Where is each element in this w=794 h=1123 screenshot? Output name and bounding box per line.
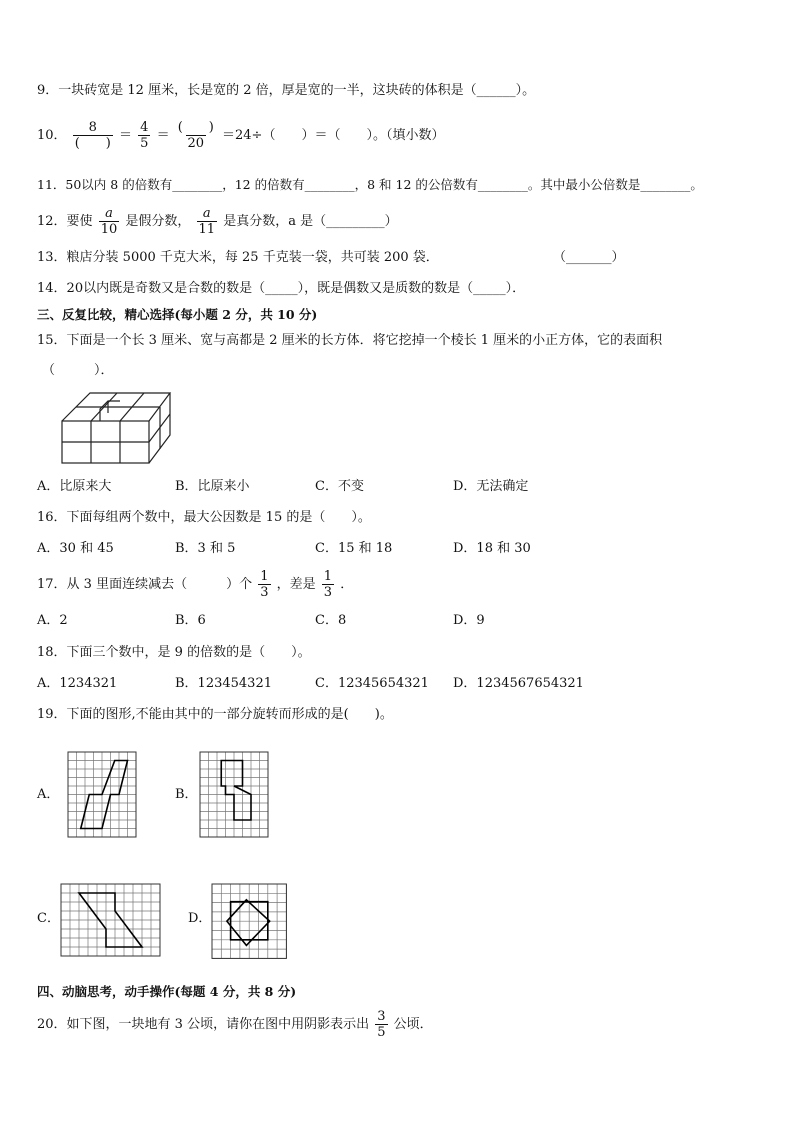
q19-figure-d [212, 884, 288, 958]
section-3-heading: 三、反复比较，精心选择(每小题 2 分，共 10 分) [37, 307, 318, 322]
q18-option-a[interactable]: A．1234321 [37, 676, 118, 691]
q18-option-c[interactable]: C．12345654321 [315, 676, 429, 691]
q16-option-a[interactable]: A．30 和 45 [37, 541, 114, 556]
question-9: 9．一块砖宽是 12 厘米，长是宽的 2 倍，厚是宽的一半，这块砖的体积是（______）。 [37, 83, 536, 98]
q18-option-b[interactable]: B．123454321 [175, 676, 272, 691]
question-14: 14．20以内既是奇数又是合数的数是（_____），既是偶数又是质数的数是（_____）． [37, 281, 526, 296]
q19-label-c[interactable]: C． [37, 911, 60, 926]
q17-option-b[interactable]: B．6 [175, 613, 206, 628]
q15-option-b[interactable]: B．比原来小 [175, 479, 250, 494]
q15-option-c[interactable]: C．不变 [315, 479, 364, 494]
question-17: 17．从 3 里面连续减去（ ）个 $\frac{1}{3}$ ，差是 $\frac{1}{3}$ ． [37, 569, 354, 600]
question-18: 18．下面三个数中，是 9 的倍数的是（ ）。 [37, 645, 311, 660]
question-13: 13．粮店分装 5000 千克大米，每 25 千克装一袋，共可装 200 袋． [37, 250, 439, 265]
q19-figure-b [200, 752, 268, 838]
q16-option-b[interactable]: B．3 和 5 [175, 541, 236, 556]
q17-fraction-1: $\frac{1}{3}$ [260, 569, 269, 600]
q12-fraction-2: $\frac{a}{11}$ [198, 206, 216, 237]
q18-option-d[interactable]: D．1234567654321 [453, 676, 584, 691]
q19-label-a[interactable]: A． [37, 787, 60, 802]
question-15: 15．下面是一个长 3 厘米、宽与高都是 2 厘米的长方体．将它挖掉一个棱长 1 厘米的小正方体，它的表面积 [37, 333, 663, 348]
question-15-blank: （ ）． [42, 363, 114, 378]
section-4-heading: 四、动脑思考，动手操作(每题 4 分，共 8 分) [37, 984, 297, 999]
question-11: 11．50以内 8 的倍数有________，12 的倍数有________，8 和 12 的公倍数有________。其中最小公倍数是________。 [37, 177, 703, 192]
q19-figure-a [68, 752, 140, 838]
q19-label-b[interactable]: B． [175, 787, 198, 802]
q15-option-a[interactable]: A．比原来大 [37, 479, 112, 494]
question-10: 10． $\frac{8}{( )}$ ＝ $\frac{4}{5}$ ＝ $\frac{( )}{20}$ ＝24÷（ ）＝（ ）。（填小数） [37, 120, 445, 151]
q17-fraction-2: $\frac{1}{3}$ [323, 569, 333, 600]
q20-fraction: $\frac{3}{5}$ [377, 1009, 386, 1040]
q17-option-a[interactable]: A．2 [37, 613, 68, 628]
q15-option-d[interactable]: D．无法确定 [453, 479, 529, 494]
q16-option-d[interactable]: D．18 和 30 [453, 541, 531, 556]
q17-option-d[interactable]: D．9 [453, 613, 485, 628]
question-19: 19．下面的图形,不能由其中的一部分旋转而形成的是( )。 [37, 707, 393, 722]
q10-tail: ＝24÷（ ）＝（ ）。（填小数） [222, 128, 445, 143]
q10-fraction-1: $\frac{8}{( )}$ [74, 120, 111, 151]
question-16: 16．下面每组两个数中，最大公因数是 15 的是（ ）。 [37, 510, 371, 525]
q19-figure-c [61, 884, 161, 958]
q10-fraction-2: $\frac{4}{5}$ [140, 120, 149, 151]
cuboid-figure [60, 389, 190, 469]
q12-fraction-1: $\frac{a}{10}$ [100, 206, 118, 237]
q10-prefix: 10． [37, 128, 67, 143]
q16-option-c[interactable]: C．15 和 18 [315, 541, 393, 556]
question-13-answer: （_______） [553, 250, 625, 265]
q17-option-c[interactable]: C．8 [315, 613, 347, 628]
q19-label-d[interactable]: D． [188, 911, 212, 926]
question-12: 12．要使 $\frac{a}{10}$ 是假分数， $\frac{a}{11}$ 是真分数，a 是（_________） [37, 206, 398, 237]
q10-fraction-3: $\frac{( )}{20}$ [177, 120, 214, 151]
question-20: 20．如下图，一块地有 3 公顷，请你在图中用阴影表示出 $\frac{3}{5}$ 公顷． [37, 1009, 433, 1040]
